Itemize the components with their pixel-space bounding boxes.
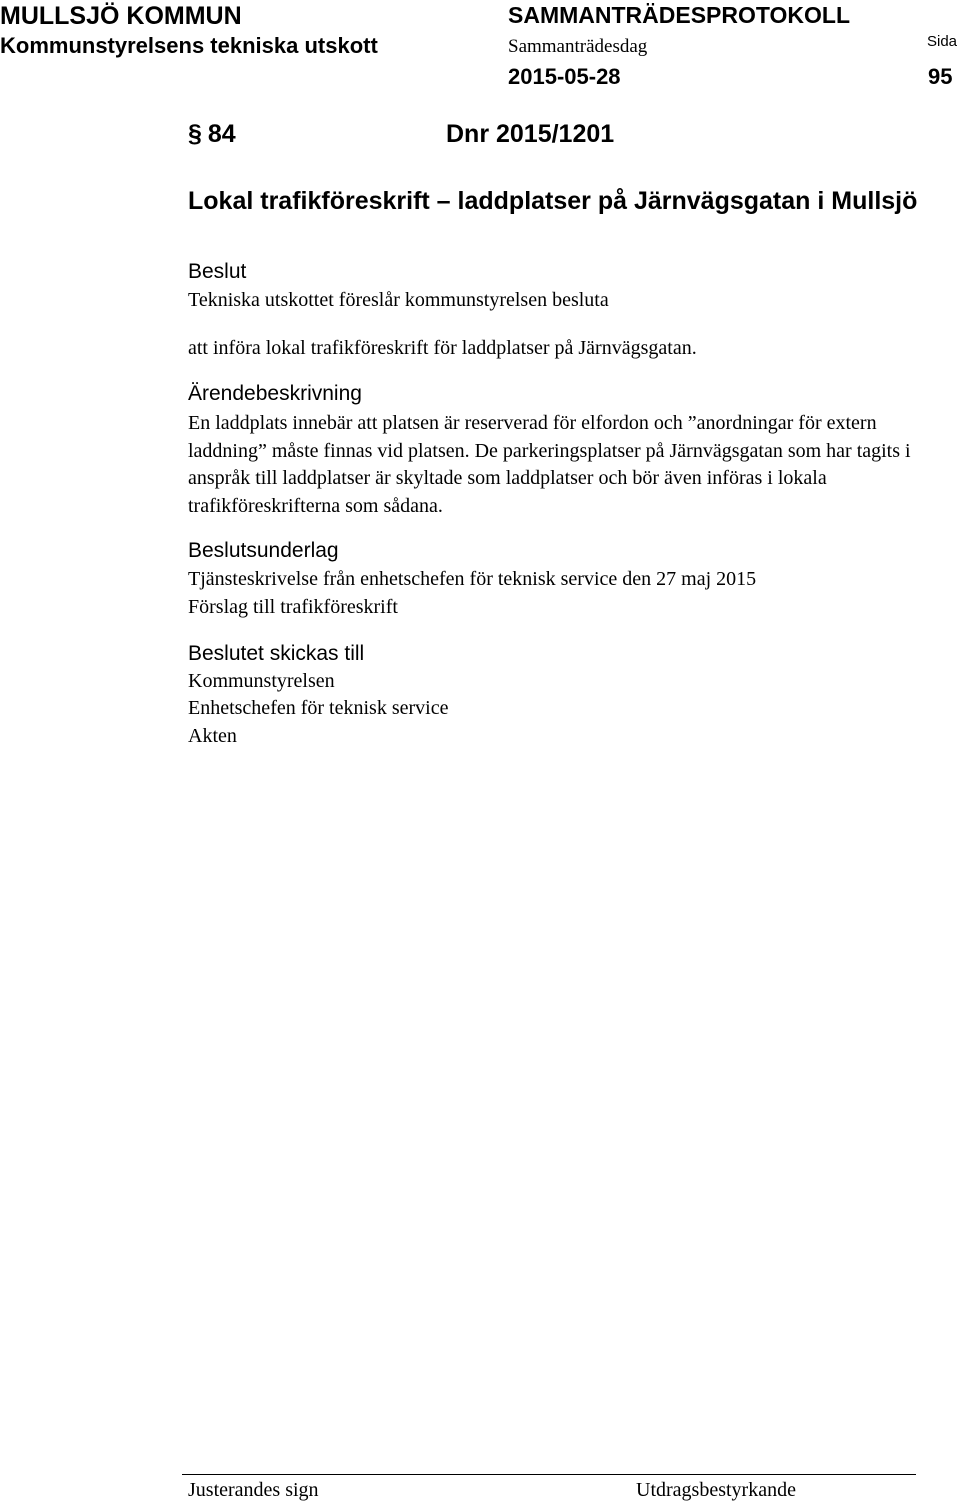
beslut-line-1: Tekniska utskottet föreslår kommunstyrelsen besluta [188, 289, 609, 311]
diary-number: Dnr 2015/1201 [446, 120, 615, 148]
beslut-line-2: att införa lokal trafikföreskrift för laddplatser på Järnvägsgatan. [188, 337, 697, 359]
page-number: 95 [928, 64, 953, 89]
committee-name: Kommunstyrelsens tekniska utskott [0, 33, 378, 58]
utdragsbestyrkande: Utdragsbestyrkande [636, 1479, 796, 1501]
beslut-heading: Beslut [188, 260, 247, 283]
meeting-date: 2015-05-28 [508, 64, 621, 89]
beslutsunderlag-item: Förslag till trafikföreskrift [188, 596, 398, 618]
page-label: Sida [927, 33, 958, 50]
meeting-date-label: Sammanträdesdag [508, 36, 648, 57]
paragraph-symbol: § [188, 120, 202, 148]
justerandes-sign: Justerandes sign [188, 1479, 319, 1501]
recipient-item: Enhetschefen för teknisk service [188, 697, 449, 719]
skickas-till-heading: Beslutet skickas till [188, 642, 365, 665]
document-type: SAMMANTRÄDESPROTOKOLL [508, 2, 851, 28]
arendebeskrivning-heading: Ärendebeskrivning [188, 382, 362, 405]
section-number: 84 [207, 120, 236, 148]
beslutsunderlag-heading: Beslutsunderlag [188, 539, 339, 562]
recipient-item: Kommunstyrelsen [188, 670, 335, 692]
recipient-item: Akten [188, 725, 237, 747]
beslutsunderlag-item: Tjänsteskrivelse från enhetschefen för teknisk service den 27 maj 2015 [188, 568, 757, 590]
arendebeskrivning-text: En laddplats innebär att platsen är reserverad för elfordon och ”anordningar för extern laddning” måste finnas vid platsen. De parkeringsplatser på Järnvägsgatan som har tagits i anspråk till laddplatser är skyltade som laddplatser och bör även införas i lokala trafikföreskrifterna som sådana. [188, 412, 911, 517]
footer-divider [182, 1474, 916, 1475]
section-title: Lokal trafikföreskrift – laddplatser på Järnvägsgatan i Mullsjö [188, 187, 918, 215]
section-heading [188, 120, 615, 149]
organization-name: MULLSJÖ KOMMUN [0, 2, 242, 30]
